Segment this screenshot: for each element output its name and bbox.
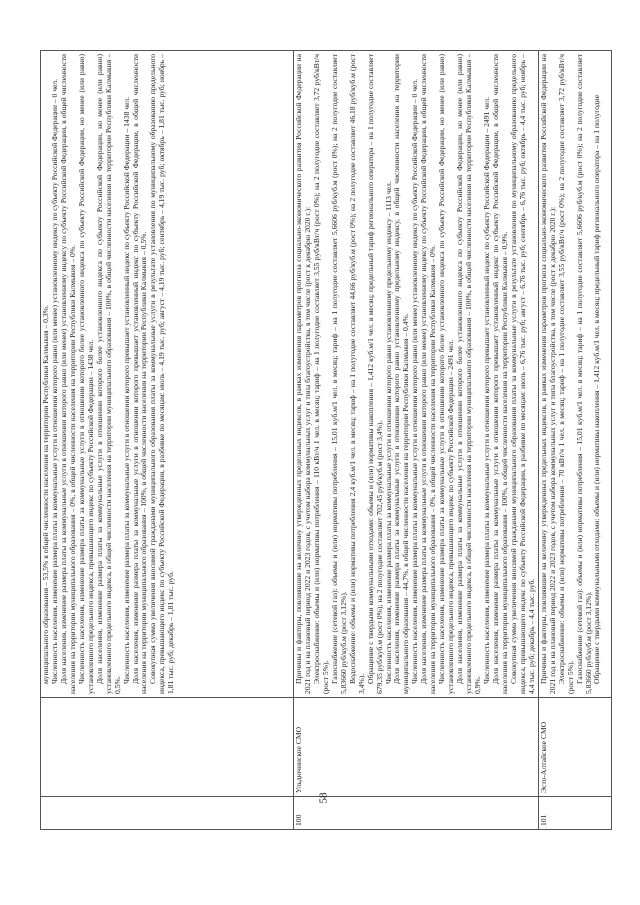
description-cell bbox=[41, 51, 294, 698]
description-paragraph: Численность населения, изменение размера платы за коммунальные услуги в отношении которого более установленного индекса по субъекту Российской Федерации, но менее (или равно) установленного предельного индекса, превышающего индекс по субъекту Российской Федерации – 1438 чел. bbox=[76, 54, 95, 694]
table-row bbox=[538, 51, 611, 830]
description-paragraph: Доля населения, изменение размера платы за коммунальные услуги в отношении которого равно (или менее) установленному индексу по субъекту Российской Федерации, в общей численности населения на территории муниципального образования – 0%, в общей численности населения на территории Республики Калмыкия – 0%. bbox=[58, 54, 77, 694]
description-paragraph: Водоснабжение: объемы и (или) нормативы потребления 2,4 куб.м/1 чел. в месяц; тариф – на 1 полугодие составляет 44,66 руб/куб.м (рост 0%); на 2 полугодие составляет 46,18 руб/куб.м (рост 3,4%). bbox=[347, 54, 366, 694]
description-paragraph: Причины и факторы, повлиявшие на величину утвержденных предельных индексов, в рамках изменения параметров прогноза социально-экономического развития Российской Федерации на 2021 год и на плановый период 2022 и 2023 годов, с учетом набора коммунальных услуг и типа благоустройства, в том числе (рост к декабрю 2020 г.): bbox=[538, 54, 557, 694]
description-paragraph: муниципального образования – 53,5% в общей численности населения на территории Республики Калмыкия – 0,3%. bbox=[41, 305, 50, 684]
description-cell bbox=[294, 51, 539, 698]
description-paragraph: Обращение с твердыми коммунальными отходами: объемы и (или) нормативы накопления – 1,412 куб.м/1 чел. в месяц; предельный тариф регионального оператора – на 1 полугодие bbox=[592, 94, 602, 684]
description-paragraph: Электроснабжение: объемы и (или) нормативы потребления – 70 кВт/ч 1 чел. в месяц; тариф – на 1 полугодие составляет 3,55 руб/кВт/ч (рост 0%); на 2 полугодие составляет 3,72 руб/кВт/ч (рост 5%). bbox=[556, 54, 575, 694]
description-paragraph: Доля населения, изменение размера платы за коммунальные услуги в отношении которого равно установленному предельному индексу, в общей численности населения на территории муниципального образования – 44,7%, в общей численности населения на территории Республики Калмыкия – 0,4%. bbox=[392, 54, 411, 694]
description-paragraph: Совокупная сумма увеличения вносимой гражданами муниципального образования платы за коммунальные услуги в результате установления по муниципальному образованию предельного индекса, превышающего индекс по субъекту Российской Федерации, в разбивке по месяцам: июль – 6,76 тыс. руб; август – 6,76 тыс. руб; сентябрь – 6,76 тыс. руб; октябрь – 4,4 тыс. руб; ноябрь – 4,4 тыс. руб; декабрь – 4,4 тыс. руб. bbox=[508, 54, 536, 694]
rotated-document-sheet bbox=[40, 50, 600, 830]
row-number-cell: 100 bbox=[294, 797, 539, 830]
description-paragraph: Численность населения, изменение размера платы за коммунальные услуги в отношении которого равно установленному предельному индексу – 1113 чел. bbox=[383, 181, 393, 684]
description-paragraph: Доля населения, изменение размера платы за коммунальные услуги в отношении которого более установленного индекса по субъекту Российской Федерации, но менее (или равно) установленного предельного индекса, в общей численности населения на территории муниципального образования – 100%, в общей численности населения на территории Республики Калмыкия – 0,5%. bbox=[94, 54, 122, 694]
description-paragraph: Причины и факторы, повлиявшие на величину утвержденных предельных индексов, в рамках изменения параметров прогноза социально-экономического развития Российской Федерации на 2021 год и на плановый период 2022 и 2023 годов, с учетом набора коммунальных услуг и типа благоустройства, в том числе (рост к декабрю 2020 г.): bbox=[294, 54, 312, 694]
description-paragraph: Численность населения, изменение размера платы за коммунальные услуги в отношении которого более установленного индекса по субъекту Российской Федерации, но менее (или равно) установленного предельного индекса, превышающего индекс по субъекту Российской Федерации – 2491 чел. bbox=[437, 54, 456, 694]
description-paragraph: Численность населения, изменение размера платы за коммунальные услуги в отношении которого равно (или менее) установленному индексу по субъекту Российской Федерации – 0 чел. bbox=[410, 78, 420, 684]
row-number-cell: 101 bbox=[538, 797, 611, 830]
table-row bbox=[41, 51, 294, 830]
page-number: 58 bbox=[317, 792, 330, 804]
description-paragraph: Совокупная сумма увеличения вносимой гражданами муниципального образования платы за коммунальные услуги в результате установления по муниципальному образованию предельного индекса, превышающего индекс по субъекту Российской Федерации, в разбивке по месяцам: июль – 4,19 тыс. руб; август – 4,19 тыс. руб; сентябрь – 4,19 тыс. руб; октябрь – 1,81 тыс. руб; ноябрь – 1,81 тыс. руб; декабрь – 1,81 тыс. руб. bbox=[148, 54, 176, 694]
municipality-name-cell: Ульдючинское СМО bbox=[294, 698, 539, 797]
description-paragraph: Газоснабжение (сетевой газ): объемы и (или) нормативы потребления – 15,01 куб.м/1 чел. в месяц; тариф – на 1 полугодие составляет 5,6606 руб/куб.м (рост 0%); на 2 полугодие составляет 5,83660 руб/куб.м (рост 3,12%). bbox=[329, 54, 348, 694]
description-paragraph: Доля населения, изменение размера платы за коммунальные услуги в отношении которого превышает установленный индекс по субъекту Российской Федерации, в общей численности населения на территории муниципального образования – 100%, в общей численности населения на территории Республики Калмыкия – 0,9%. bbox=[490, 54, 509, 694]
description-paragraph: Доля населения, изменение размера платы за коммунальные услуги в отношении которого превышает установленный индекс по субъекту Российской Федерации, в общей численности населения на территории муниципального образования – 100%, в общей численности населения на территории Республики Калмыкия – 0,5%. bbox=[130, 54, 149, 694]
municipality-name-cell: Эсто-Алтайское СМО bbox=[538, 698, 611, 797]
table-row bbox=[294, 51, 539, 830]
municipal-index-table bbox=[40, 50, 612, 830]
description-cell bbox=[538, 51, 611, 698]
row-number-cell bbox=[41, 797, 294, 830]
description-paragraph: Электроснабжение: объемы и (или) нормативы потребления – 110 кВт/ч 1 чел. в месяц; тариф – на 1 полугодие составляет 3,55 руб/кВт/ч (рост 0%); на 2 полугодие составляет 3,72 руб/кВт/ч (рост 5%). bbox=[311, 54, 330, 694]
description-paragraph: Численность населения, изменение размера платы за коммунальные услуги в отношении которого превышает установленный индекс по субъекту Российской Федерации – 1438 чел. bbox=[121, 96, 131, 684]
municipality-name-cell bbox=[41, 698, 294, 797]
description-paragraph: Численность населения, изменение размера платы за коммунальные услуги в отношении которого превышает установленный индекс по субъекту Российской Федерации – 2491 чел. bbox=[482, 96, 492, 684]
description-paragraph: Доля населения, изменение размера платы за коммунальные услуги в отношении которого равно (или менее) установленному индексу по субъекту Российской Федерации, в общей численности населения на территории муниципального образования – 0%, в общей численности населения на территории Республики Калмыкия – 0%. bbox=[419, 54, 438, 694]
description-paragraph: Доля населения, изменение размера платы за коммунальные услуги в отношении которого более установленного индекса по субъекту Российской Федерации, но менее (или равно) установленного предельного индекса, в общей численности населения на территории муниципального образования – 100%, в общей численности населения на территории Республики Калмыкия – 0,9%. bbox=[455, 54, 483, 694]
description-paragraph: Обращение с твердыми коммунальными отходами: объемы и (или) нормативы накопления – 1,412 куб.м/1 чел. в месяц; предельный тариф регионального оператора – на 1 полугодие составляет 679,35 руб/куб.м (рост 0%); на 2 полугодие составляет 702,45 руб/куб.м (рост 3,4%). bbox=[365, 54, 384, 694]
description-paragraph: Газоснабжение (сетевой газ): объемы и (или) нормативы потребления – 15,01 куб.м/1 чел. в месяц; тариф – на 1 полугодие составляет 5,6606 руб/куб.м (рост 0%); на 2 полугодие составляет 5,83660 руб/куб.м (рост 3,12%). bbox=[574, 54, 593, 694]
description-paragraph: Численность населения, изменение размера платы за коммунальные услуги в отношении которого равно (или менее) установленному индексу по субъекту Российской Федерации – 0 чел. bbox=[49, 78, 59, 684]
